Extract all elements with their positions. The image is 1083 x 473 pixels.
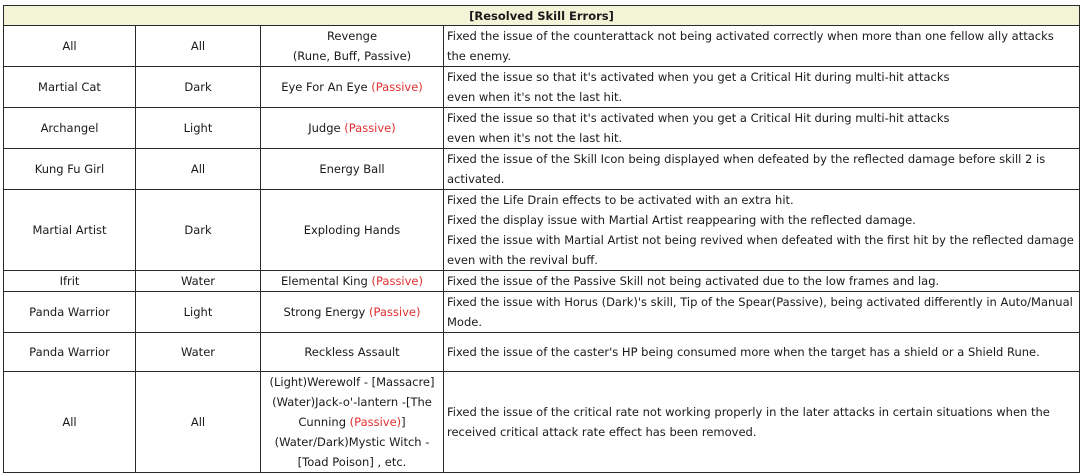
skill-cell: [261, 26, 444, 67]
skill-cell: [261, 372, 444, 473]
table-row: [4, 372, 1080, 473]
skill-text: [Toad Poison] , etc.: [297, 455, 407, 469]
fix-line: even when it's not the last hit.: [447, 90, 623, 104]
skill-line: [264, 432, 440, 452]
table-row: [4, 149, 1080, 190]
table-row: [4, 292, 1080, 333]
monster-cell: Archangel: [4, 108, 136, 149]
passive-tag: (Passive): [371, 80, 423, 94]
skill-text: Energy Ball: [319, 162, 385, 176]
skill-cell: [261, 292, 444, 333]
skill-text: Strong Energy: [283, 305, 369, 319]
skill-text: (Light)Werewolf - [Massacre]: [269, 375, 435, 389]
skill-text: (Rune, Buff, Passive): [292, 49, 412, 63]
skill-line: [264, 271, 440, 291]
skill-line: [264, 220, 440, 240]
fix-description-cell: [444, 372, 1080, 473]
resolved-skill-errors-table: [3, 5, 1080, 473]
monster-cell: All: [4, 372, 136, 473]
skill-line: [264, 412, 440, 432]
monster-cell: Martial Artist: [4, 190, 136, 271]
skill-line: [264, 302, 440, 322]
skill-line: [264, 372, 440, 392]
fix-description-cell: [444, 149, 1080, 190]
element-cell: Water: [136, 333, 261, 372]
fix-line: Fixed the issue of the Passive Skill not being activated due to the low frames and lag.: [447, 274, 940, 288]
table-row: [4, 271, 1080, 292]
skill-cell: [261, 108, 444, 149]
element-cell: All: [136, 149, 261, 190]
fix-line: even when it's not the last hit.: [447, 131, 623, 145]
passive-tag: (Passive): [344, 121, 396, 135]
skill-text: Judge: [308, 121, 345, 135]
table-row: [4, 26, 1080, 67]
skill-text: Eye For An Eye: [281, 80, 372, 94]
skill-text: Exploding Hands: [303, 223, 401, 237]
passive-tag: (Passive): [349, 415, 402, 429]
monster-cell: Ifrit: [4, 271, 136, 292]
skill-cell: [261, 271, 444, 292]
skill-line: [264, 118, 440, 138]
skill-text: (Water/Dark)Mystic Witch -: [274, 435, 430, 449]
fix-description-cell: [444, 67, 1080, 108]
skill-line: [264, 392, 440, 412]
fix-description-cell: [444, 333, 1080, 372]
fix-line: Fixed the issue of the counterattack not being activated correctly when more than one fellow ally attacks the enemy.: [447, 29, 1054, 63]
fix-line: Fixed the issue with Martial Artist not being revived when defeated with the first hit by the reflected damage even with the revival buff.: [447, 233, 1074, 267]
table-row: [4, 190, 1080, 271]
fix-line: Fixed the issue of the critical rate not working properly in the later attacks in certain situations when the received critical attack rate effect has been removed.: [447, 405, 1050, 439]
passive-tag: (Passive): [371, 274, 423, 288]
skill-text: Cunning: [298, 415, 350, 429]
skill-cell: [261, 333, 444, 372]
fix-line: Fixed the issue of the Skill Icon being displayed when defeated by the reflected damage before skill 2 is activated.: [447, 152, 1046, 186]
skill-line: [264, 342, 440, 362]
fix-description-cell: [444, 271, 1080, 292]
fix-line: Fixed the issue of the caster's HP being consumed more when the target has a shield or a Shield Rune.: [447, 345, 1040, 359]
passive-tag: (Passive): [368, 305, 421, 319]
monster-cell: Panda Warrior: [4, 292, 136, 333]
skill-cell: [261, 149, 444, 190]
element-cell: Water: [136, 271, 261, 292]
fix-line: Fixed the issue with Horus (Dark)'s skill, Tip of the Spear(Passive), being activated differently in Auto/Manual Mode.: [447, 295, 1073, 329]
fix-description-cell: [444, 190, 1080, 271]
skill-text: (Water)Jack-o'-lantern -[The: [272, 395, 432, 409]
fix-description-cell: [444, 292, 1080, 333]
table-body: [4, 26, 1080, 473]
monster-cell: Martial Cat: [4, 67, 136, 108]
element-cell: Dark: [136, 190, 261, 271]
skill-text: Revenge: [326, 29, 378, 43]
fix-line: Fixed the issue so that it's activated when you get a Critical Hit during multi-hit attacks: [447, 111, 950, 125]
table-title-row: [4, 6, 1080, 26]
element-cell: All: [136, 26, 261, 67]
element-cell: Dark: [136, 67, 261, 108]
table-title: [Resolved Skill Errors]: [4, 6, 1080, 26]
element-cell: Light: [136, 292, 261, 333]
monster-cell: Kung Fu Girl: [4, 149, 136, 190]
skill-line: [264, 26, 440, 46]
element-cell: Light: [136, 108, 261, 149]
element-cell: All: [136, 372, 261, 473]
skill-line: [264, 159, 440, 179]
skill-line: [264, 46, 440, 66]
fix-description-cell: [444, 108, 1080, 149]
monster-cell: Panda Warrior: [4, 333, 136, 372]
monster-cell: All: [4, 26, 136, 67]
fix-description-cell: [444, 26, 1080, 67]
table-row: [4, 108, 1080, 149]
fix-line: Fixed the Life Drain effects to be activated with an extra hit.: [447, 193, 794, 207]
skill-text: Elemental King: [281, 274, 372, 288]
table-row: [4, 67, 1080, 108]
skill-line: [264, 452, 440, 472]
skill-cell: [261, 190, 444, 271]
skill-cell: [261, 67, 444, 108]
fix-line: Fixed the issue so that it's activated when you get a Critical Hit during multi-hit attacks: [447, 70, 950, 84]
skill-line: [264, 77, 440, 97]
table-row: [4, 333, 1080, 372]
fix-line: Fixed the display issue with Martial Artist reappearing with the reflected damage.: [447, 213, 916, 227]
skill-text: ]: [401, 415, 406, 429]
skill-text: Reckless Assault: [304, 345, 400, 359]
